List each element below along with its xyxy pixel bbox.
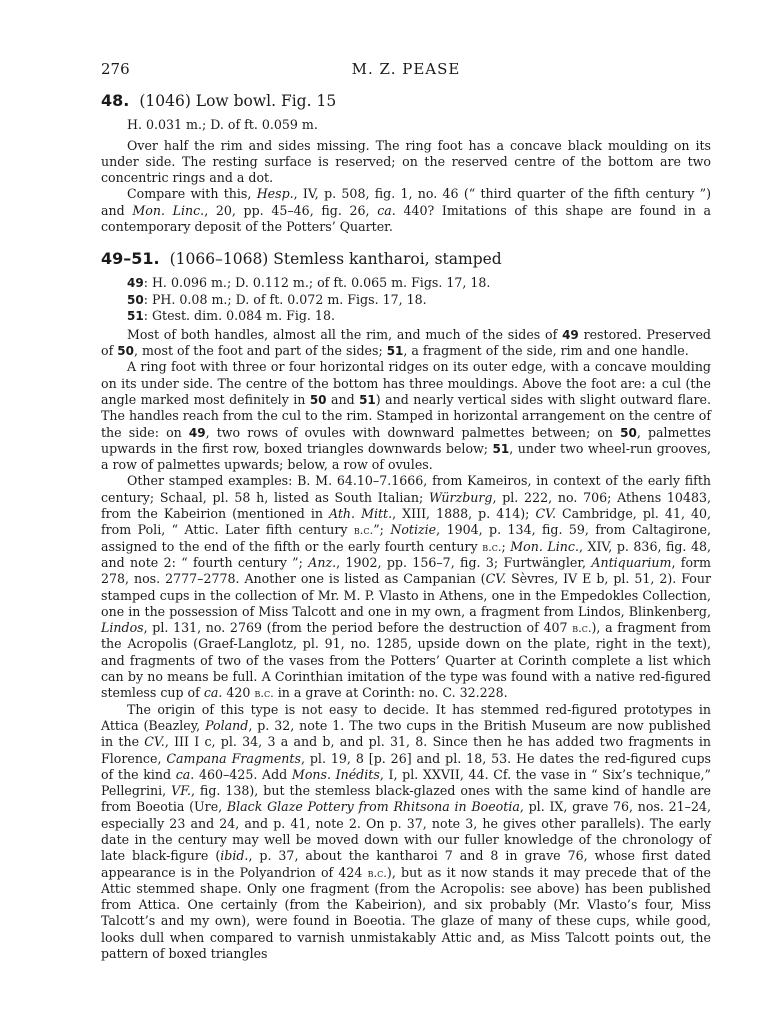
page-number: 276 xyxy=(101,60,130,78)
paragraph: The origin of this type is not easy to decide. It has stemmed red-figured prototypes in Attica (Beazley, Poland, p. 32, note 1. The two cups in the British Museum are now published in the CV., III I c, pl. 34, 3 a and b, and pl. 31, 8. Since then he has added two fragments in Florence, Campana Fragments, pl. 19, 8 [p. 26] and pl. 18, 53. He dates the red-figured cups of the kind ca. 460–425. Add Mons. Inédits, I, pl. XXVII, 44. Cf. the vase in “ Six’s technique,” Pellegrini, VF., fig. 138), but the stemless black-glazed ones with the same kind of handle are from Boeotia (Ure, Black Glaze Pottery from Rhitsona in Boeotia, pl. IX, grave 76, nos. 21–24, especially 23 and 24, and p. 41, note 2. On p. 37, note 3, he gives other parallels). The early date in the century may well be moved down with our fuller knowledge of the chronology of late black-figure (ibid., p. 37, about the kantharoi 7 and 8 in grave 76, whose first dated appearance is in the Polyandrion of 424 b.c.), but as it now stands it may precede that of the Attic stemmed shape. Only one fragment (from the Acropolis: see above) has been published from Attica. One certainly (from the Kabeirion), and six probably (Mr. Vlasto’s four, Miss Talcott’s and my own), were found in Boeotia. The glaze of many of these cups, while good, looks dull when compared to varnish unmistakably Attic and, as Miss Talcott points out, the pattern of boxed triangles xyxy=(101,701,712,962)
entry-title: (1066–1068) Stemless kantharoi, stamped xyxy=(169,250,502,269)
entry-49-51-heading xyxy=(101,249,711,269)
entry-title: (1046) Low bowl. Fig. 15 xyxy=(139,92,337,110)
dimensions: 49: H. 0.096 m.; D. 0.112 m.; of ft. 0.065 m. Figs. 17, 18. xyxy=(127,275,491,291)
paragraph: A ring foot with three or four horizontal ridges on its outer edge, with a concave moulding on its under side. The centre of the bottom has three mouldings. Above the foot are: a cul (the angle marked most definitely in 50 and 51) and nearly vertical sides with slight outward flare. The handles reach from the cul to the rim. Stamped in horizontal arrangement on the centre of the side: on 49, two rows of ovules with downward palmettes between; on 50, palmettes upwards in the first row, boxed triangles downwards below; 51, under two wheel-run grooves, a row of palmettes upwards; below, a row of ovules. xyxy=(101,359,712,473)
dimensions: 50: PH. 0.08 m.; D. of ft. 0.072 m. Figs. 17, 18. xyxy=(127,291,427,307)
running-title: M. Z. PEASE xyxy=(351,60,461,78)
running-head xyxy=(101,60,711,82)
paragraph: Most of both handles, almost all the rim, and much of the sides of 49 restored. Preserved of 50, most of the foot and part of the sides; 51, a fragment of the side, rim and one handle. xyxy=(101,326,711,359)
entry-48-heading xyxy=(101,91,711,111)
paragraph: Compare with this, Hesp., IV, p. 508, fig. 1, no. 46 (“ third quarter of the fifth century ”) and Mon. Linc., 20, pp. 45–46, fig. 26, ca. 440? Imitations of this shape are found in a contemporary deposit of the Potters’ Quarter. xyxy=(101,186,712,234)
entry-number: 49–51. xyxy=(101,249,160,269)
entry-number: 48. xyxy=(101,91,130,110)
paragraph: Over half the rim and sides missing. The ring foot has a concave black moulding on its under side. The resting surface is reserved; on the reserved centre of the bottom are two concentric rings and a dot. xyxy=(101,137,711,186)
dimensions: 51: Gtest. dim. 0.084 m. Fig. 18. xyxy=(127,308,335,324)
dimensions: H. 0.031 m.; D. of ft. 0.059 m. xyxy=(127,117,318,132)
paragraph: Other stamped examples: B. M. 64.10–7.1666, from Kameiros, in context of the early fifth century; Schaal, pl. 58 h, listed as South Italian; Würzburg, pl. 222, no. 706; Athens 10483, from the Kabeirion (mentioned in Ath. Mitt., XIII, 1888, p. 414); CV. Cambridge, pl. 41, 40, from Poli, “ Attic. Later fifth century b.c.”; Notizie, 1904, p. 134, fig. 59, from Caltagirone, assigned to the end of the fifth or the early fourth century b.c.; Mon. Linc., XIV, p. 836, fig. 48, and note 2: “ fourth century ”; Anz., 1902, pp. 156–7, fig. 3; Furtwängler, Antiquarium, form 278, nos. 2777–2778. Another one is listed as Campanian (CV. Sèvres, IV E b, pl. 51, 2). Four stamped cups in the collection of Mr. M. P. Vlasto in Athens, one in the Empedokles Collection, one in the possession of Miss Talcott and one in my own, a fragment from Lindos, Blinkenberg, Lindos, pl. 131, no. 2769 (from the period before the destruction of 407 b.c.), a fragment from the Acropolis (Graef-Langlotz, pl. 91, no. 1285, upside down on the plate, right in the text), and fragments of two of the vases from the Potters’ Quarter at Corinth complete a list which can by no means be full. A Corinthian imitation of the type was found with a native red-figured stemless cup of ca. 420 b.c. in a grave at Corinth: no. C. 32.228. xyxy=(101,473,712,701)
